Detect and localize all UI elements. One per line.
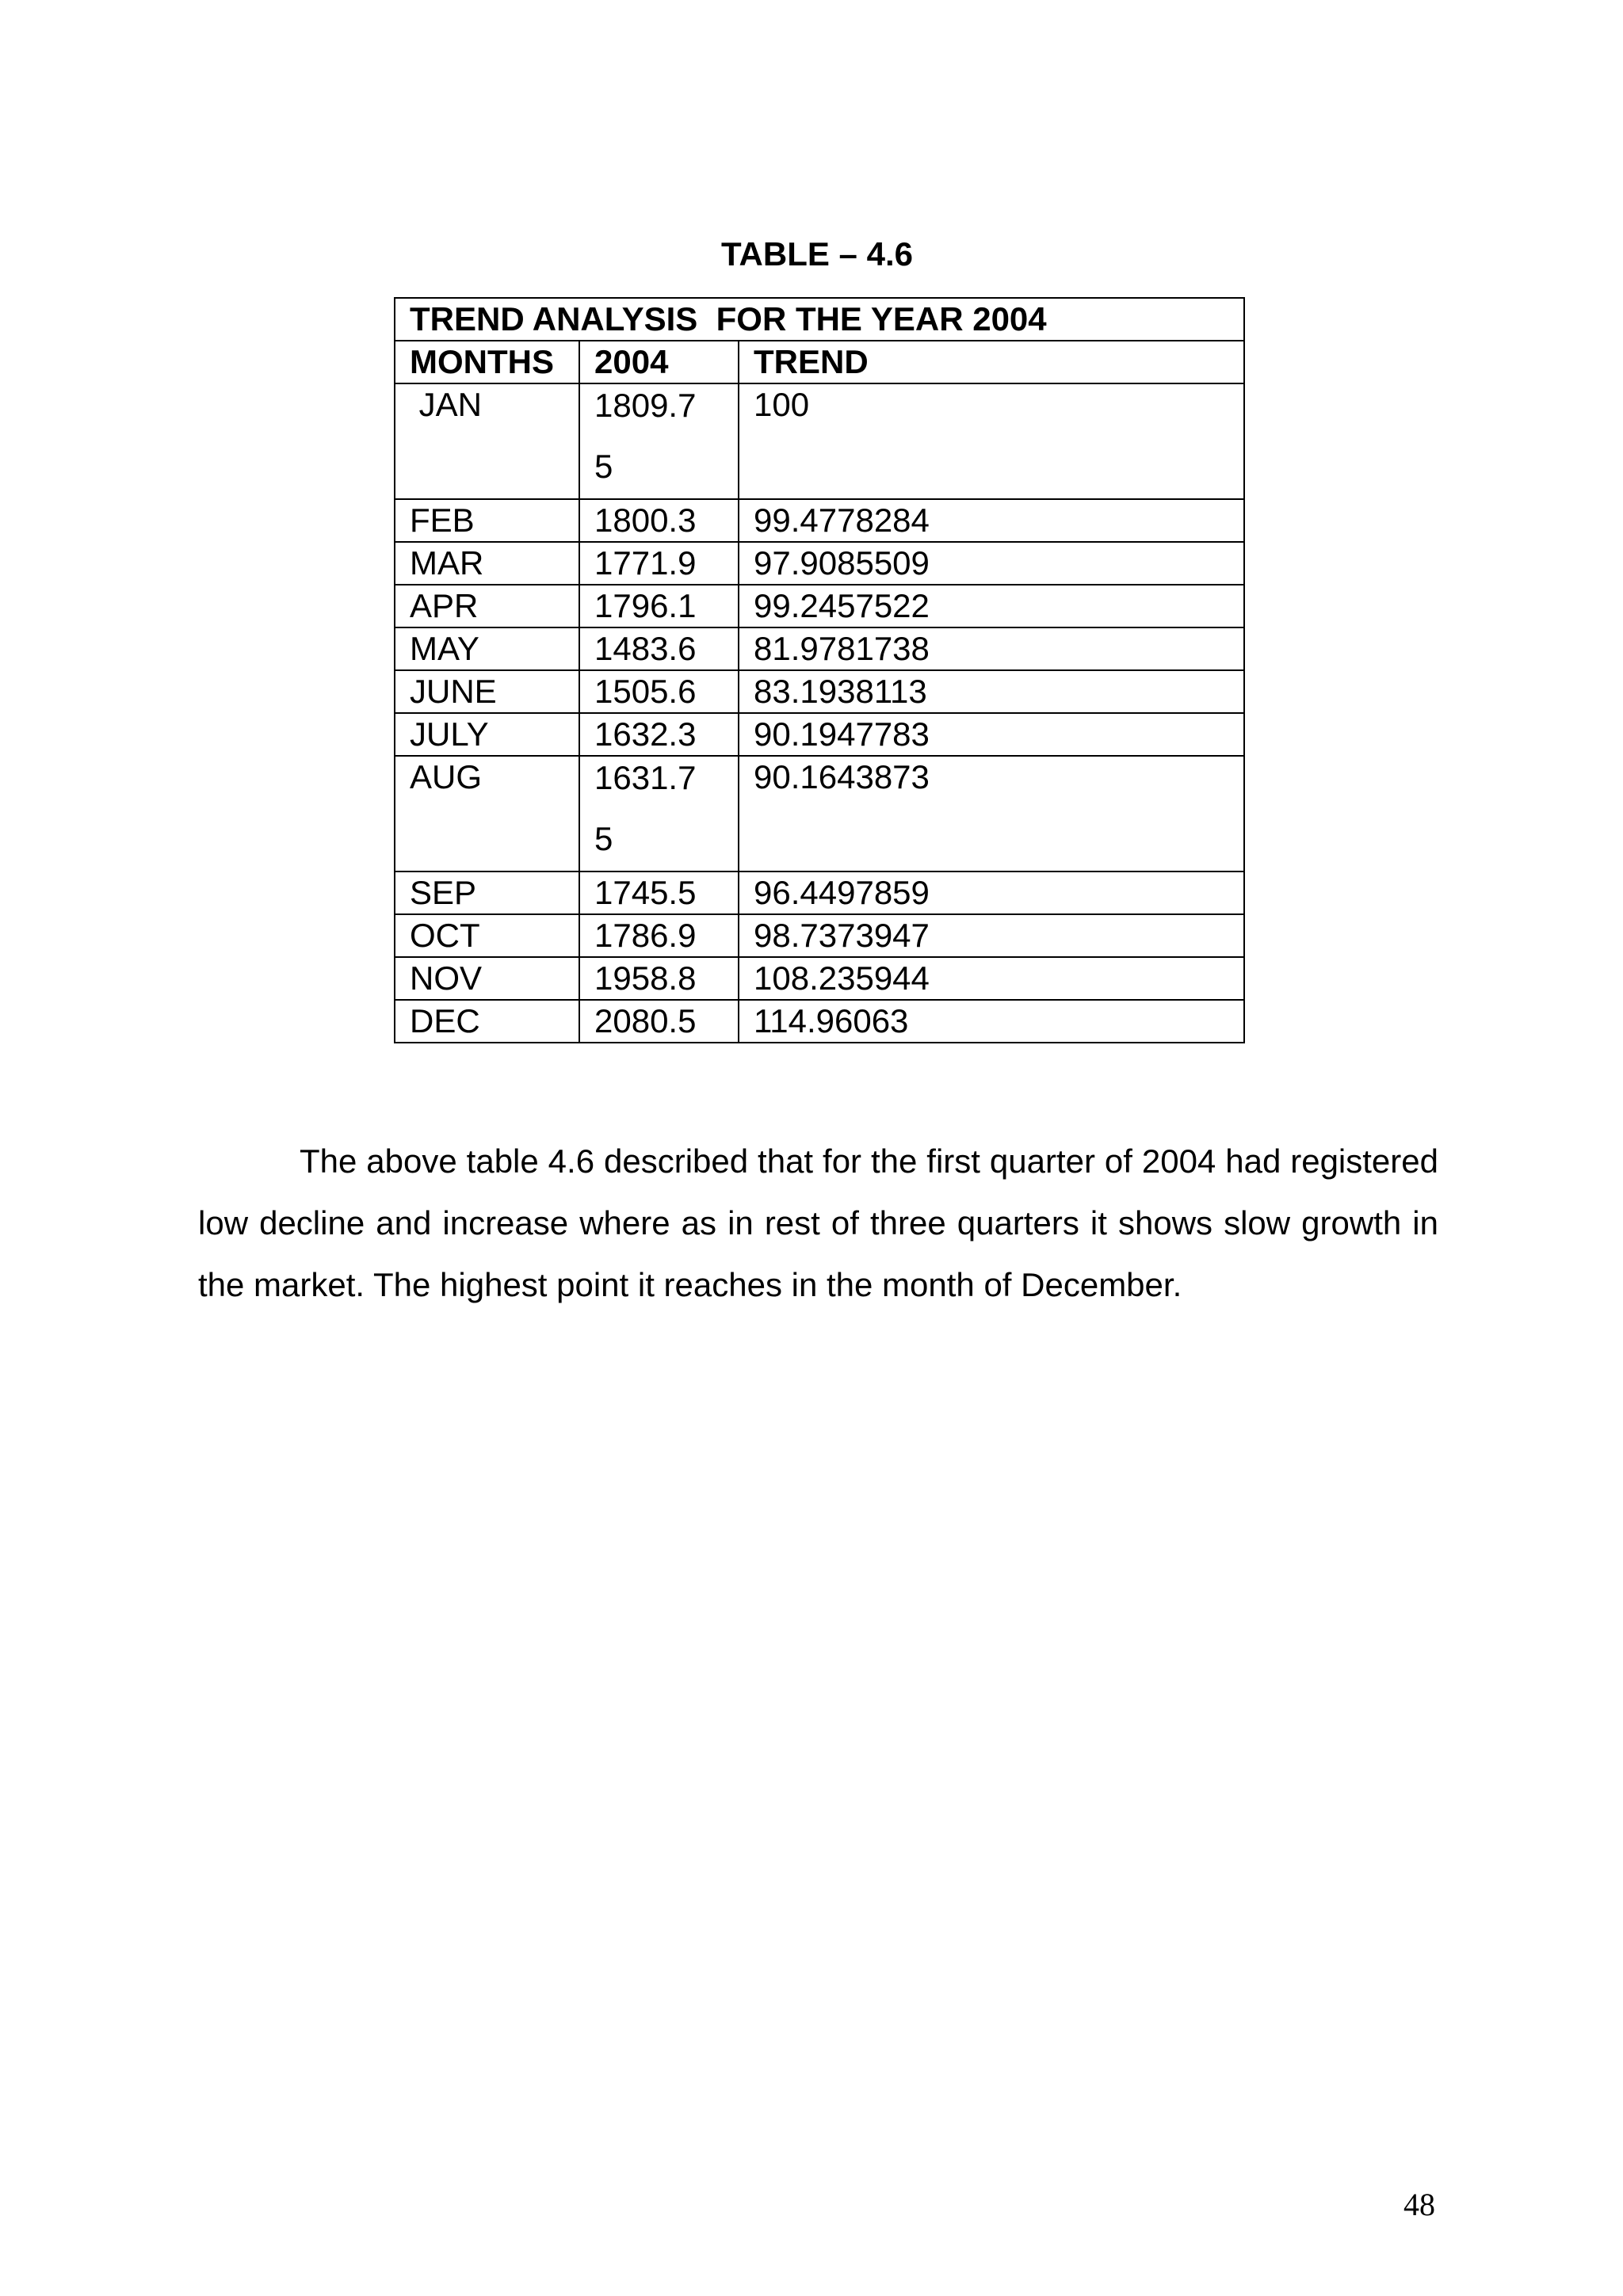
table-row (395, 383, 1244, 499)
value-cell: 1771.9 (579, 542, 739, 585)
table-row (395, 670, 1244, 713)
month-cell: MAR (395, 542, 579, 585)
column-header-months: MONTHS (395, 341, 579, 383)
month-cell: JUNE (395, 670, 579, 713)
body-paragraph: The above table 4.6 described that for the first quarter of 2004 had registered low decline and increase where as in rest of three quarters it shows slow growth in the market. The highest point it reaches in the month of December. (198, 1142, 1438, 1303)
value-cell: 1958.8 (579, 957, 739, 1000)
table-title-row (395, 298, 1244, 341)
trend-cell: 99.4778284 (739, 499, 1244, 542)
table-header-row (395, 341, 1244, 383)
table-row (395, 499, 1244, 542)
value-cell-line-1: 1631.7 (594, 759, 697, 796)
trend-cell: 81.9781738 (739, 627, 1244, 670)
trend-cell: 98.7373947 (739, 914, 1244, 957)
table-row (395, 871, 1244, 914)
column-header-2004: 2004 (579, 341, 739, 383)
month-cell: JAN (395, 383, 579, 499)
trend-cell: 100 (739, 383, 1244, 499)
value-cell: 1632.3 (579, 713, 739, 756)
value-cell (579, 383, 739, 499)
table-row (395, 756, 1244, 871)
value-cell: 1786.9 (579, 914, 739, 957)
table-caption: TABLE – 4.6 (721, 235, 913, 273)
table-row (395, 713, 1244, 756)
month-cell: SEP (395, 871, 579, 914)
trend-cell: 97.9085509 (739, 542, 1244, 585)
month-cell: DEC (395, 1000, 579, 1043)
value-cell: 1483.6 (579, 627, 739, 670)
trend-cell: 83.1938113 (739, 670, 1244, 713)
value-cell (579, 756, 739, 871)
value-cell: 1800.3 (579, 499, 739, 542)
table-row (395, 627, 1244, 670)
month-cell: OCT (395, 914, 579, 957)
page-number: 48 (1403, 2187, 1435, 2222)
column-header-trend: TREND (739, 341, 1244, 383)
value-cell-line-2: 5 (594, 820, 613, 857)
value-cell: 1505.6 (579, 670, 739, 713)
table-title: TREND ANALYSIS FOR THE YEAR 2004 (395, 298, 1244, 341)
trend-analysis-table (394, 297, 1245, 1043)
value-cell: 2080.5 (579, 1000, 739, 1043)
month-cell: FEB (395, 499, 579, 542)
table-row (395, 957, 1244, 1000)
value-cell: 1796.1 (579, 585, 739, 627)
value-cell-line-2: 5 (594, 448, 613, 485)
table-row (395, 914, 1244, 957)
trend-cell: 114.96063 (739, 1000, 1244, 1043)
table-row (395, 542, 1244, 585)
trend-cell: 108.235944 (739, 957, 1244, 1000)
month-cell: NOV (395, 957, 579, 1000)
trend-cell: 99.2457522 (739, 585, 1244, 627)
trend-cell: 96.4497859 (739, 871, 1244, 914)
month-cell: JULY (395, 713, 579, 756)
trend-cell: 90.1643873 (739, 756, 1244, 871)
value-cell-line-1: 1809.7 (594, 387, 697, 424)
month-cell: MAY (395, 627, 579, 670)
table-row (395, 1000, 1244, 1043)
trend-cell: 90.1947783 (739, 713, 1244, 756)
table-row (395, 585, 1244, 627)
value-cell: 1745.5 (579, 871, 739, 914)
month-cell: APR (395, 585, 579, 627)
month-cell: AUG (395, 756, 579, 871)
